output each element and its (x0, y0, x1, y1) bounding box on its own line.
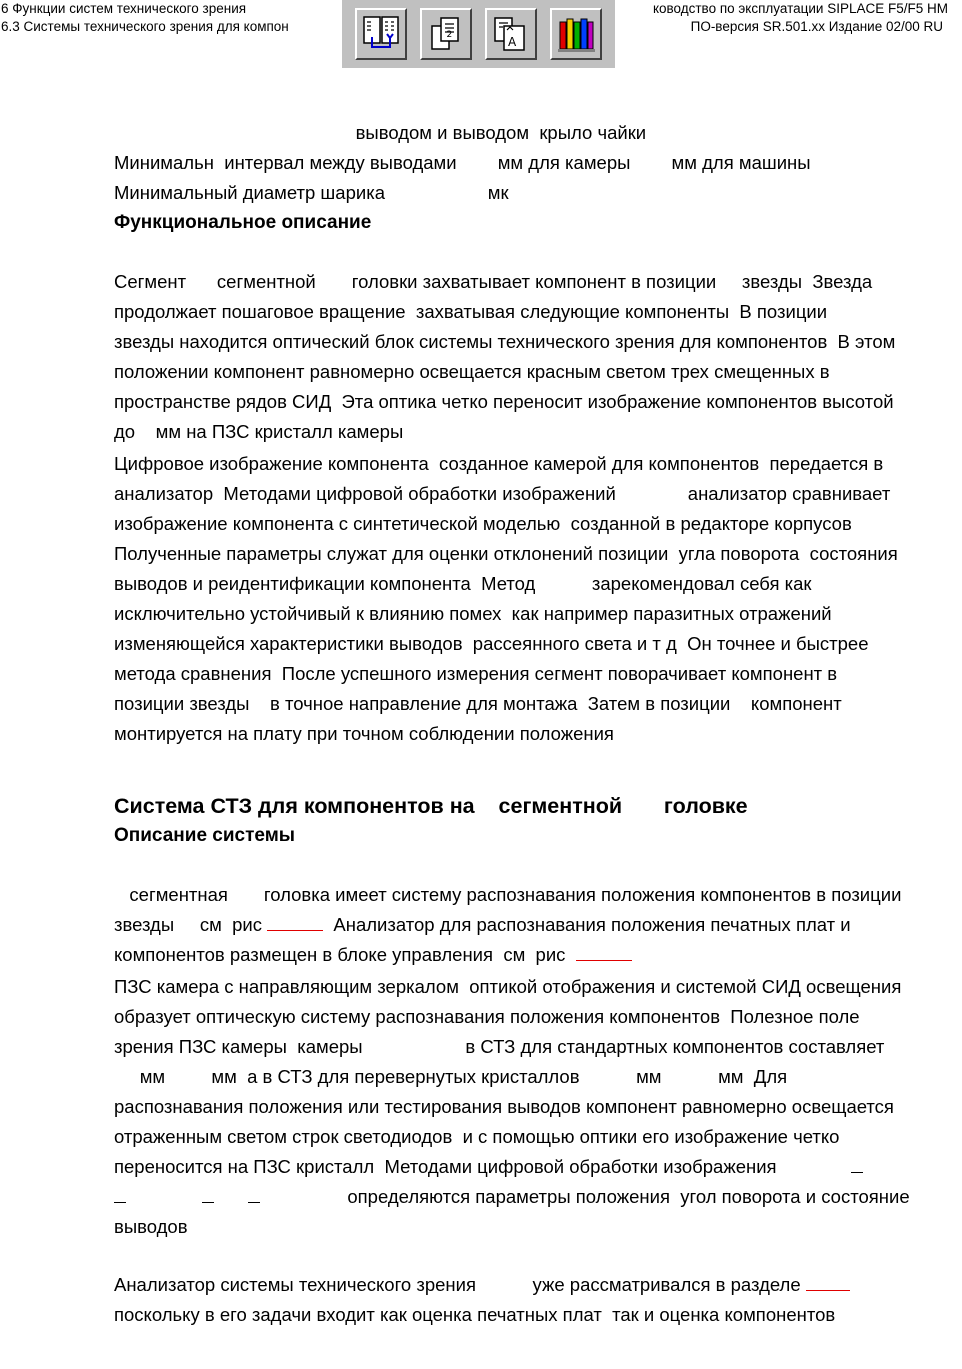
spec-list (114, 118, 962, 208)
text-line: пространстве рядов СИД Эта оптика четко переносит изображение компонентов высотой (114, 391, 894, 412)
text-line: отраженным светом строк светодиодов и с помощью оптики его изображение четко (114, 1126, 840, 1147)
text-line: метода сравнения После успешного измерения сегмент поворачивает компонент в (114, 663, 838, 684)
system-paragraph-3 (114, 1270, 962, 1330)
text-line: Сегмент сегментной головки захватывает компонент в позиции звезды Звезда (114, 271, 873, 292)
text-line: изображение компонента с синтетической моделью созданной в редакторе корпусов (114, 513, 852, 534)
text-span: определяются параметры положения угол поворота и состояние (260, 1186, 910, 1207)
text-line: Полученные параметры служат для оценки отклонений позиции угла поворота состояния (114, 543, 898, 564)
text-span: Анализатор для распознавания положения печатных плат и (323, 914, 851, 935)
bookshelf-button[interactable] (550, 8, 602, 60)
underscore-mark (248, 1201, 260, 1203)
text-line: положении компонент равномерно освещается красным светом трех смещенных в (114, 361, 830, 382)
text-line: образует оптическую систему распознавания положения компонентов Полезное поле (114, 1006, 860, 1027)
underscore-mark (202, 1201, 214, 1203)
text-line: зрения ПЗС камеры камеры в СТЗ для стандартных компонентов составляет (114, 1036, 885, 1057)
text-line: монтируется на плату при точном соблюдении положения (114, 723, 614, 744)
header-section: 6.3 Системы технического зрения для компон (1, 19, 289, 34)
page-stack-icon (426, 14, 466, 54)
spec-line: Минимальный диаметр шарика мк (114, 182, 509, 203)
functional-paragraph-1 (114, 267, 962, 447)
page-content (114, 118, 962, 1330)
figure-reference-link[interactable] (267, 929, 323, 931)
system-paragraph-2 (114, 972, 962, 1242)
spec-line: Минимальн интервал между выводами мм для камеры мм для машины (114, 152, 811, 173)
text-line: Цифровое изображение компонента созданное камерой для компонентов передается в (114, 453, 884, 474)
text-line: выводов (114, 1216, 188, 1237)
text-line: распознавания положения или тестирования выводов компонент равномерно освещается (114, 1096, 894, 1117)
header-version: ПО-версия SR.501.xx Издание 02/00 RU (690, 19, 943, 34)
system-description-heading: Описание системы (114, 825, 296, 846)
search-page-icon (491, 14, 531, 54)
underscore-mark (114, 1201, 126, 1203)
system-paragraph-1 (114, 880, 962, 970)
text-line (114, 1270, 962, 1300)
text-line (114, 1182, 962, 1212)
text-line (114, 910, 962, 940)
text-line (114, 940, 962, 970)
underscore-mark (851, 1171, 863, 1173)
functional-paragraph-2 (114, 449, 962, 749)
section-reference-link[interactable] (806, 1289, 850, 1291)
layout-pages-button[interactable] (355, 8, 407, 60)
svg-text:2: 2 (446, 30, 453, 40)
section-heading: Система СТЗ для компонентов на сегментной головке (114, 794, 748, 818)
spec-line: выводом и выводом крыло чайки (114, 122, 647, 143)
text-span: компонентов размещен в блоке управления см рис (114, 944, 576, 965)
text-line: мм мм а в СТЗ для перевернутых кристаллов мм мм Для (114, 1066, 788, 1087)
text-line: до мм на ПЗС кристалл камеры (114, 421, 404, 442)
bookshelf-icon (556, 14, 596, 54)
layout-pages-icon (361, 14, 401, 54)
navigation-toolbar (342, 0, 615, 68)
header-manual-title: ководство по эксплуатации SIPLACE F5/F5 HM (652, 1, 948, 16)
text-span: Анализатор системы технического зрения уже рассматривался в разделе (114, 1274, 806, 1295)
text-line: сегментная головка имеет систему распознавания положения компонентов в позиции (114, 884, 902, 905)
text-line: продолжает пошаговое вращение захватывая следующие компоненты В позиции (114, 301, 828, 322)
text-line: исключительно устойчивый к влиянию помех как например паразитных отражений (114, 603, 832, 624)
text-line (114, 1152, 962, 1182)
functional-description-heading: Функциональное описание (114, 212, 372, 233)
text-line: анализатор Методами цифровой обработки изображений анализатор сравнивает (114, 483, 891, 504)
text-span: звезды см рис (114, 914, 268, 935)
text-line: выводов и реидентификации компонента Метод зарекомендовал себя как (114, 573, 812, 594)
svg-text:A: A (508, 35, 517, 49)
text-line: изменяющейся характеристики выводов рассеянного света и т д Он точнее и быстрее (114, 633, 869, 654)
text-line: поскольку в его задачи входит как оценка печатных плат так и оценка компонентов (114, 1304, 836, 1325)
search-page-button[interactable] (485, 8, 537, 60)
page-stack-button[interactable] (420, 8, 472, 60)
text-line: ПЗС камера с направляющим зеркалом оптикой отображения и системой СИД освещения (114, 976, 902, 997)
text-span: переносится на ПЗС кристалл Методами цифровой обработки изображения (114, 1156, 777, 1177)
text-line: позиции звезды в точное направление для монтажа Затем в позиции компонент (114, 693, 842, 714)
header-chapter: 6 Функции систем технического зрения (1, 1, 247, 16)
text-line: звезды находится оптический блок системы технического зрения для компонентов В этом (114, 331, 896, 352)
figure-reference-link[interactable] (576, 959, 632, 961)
